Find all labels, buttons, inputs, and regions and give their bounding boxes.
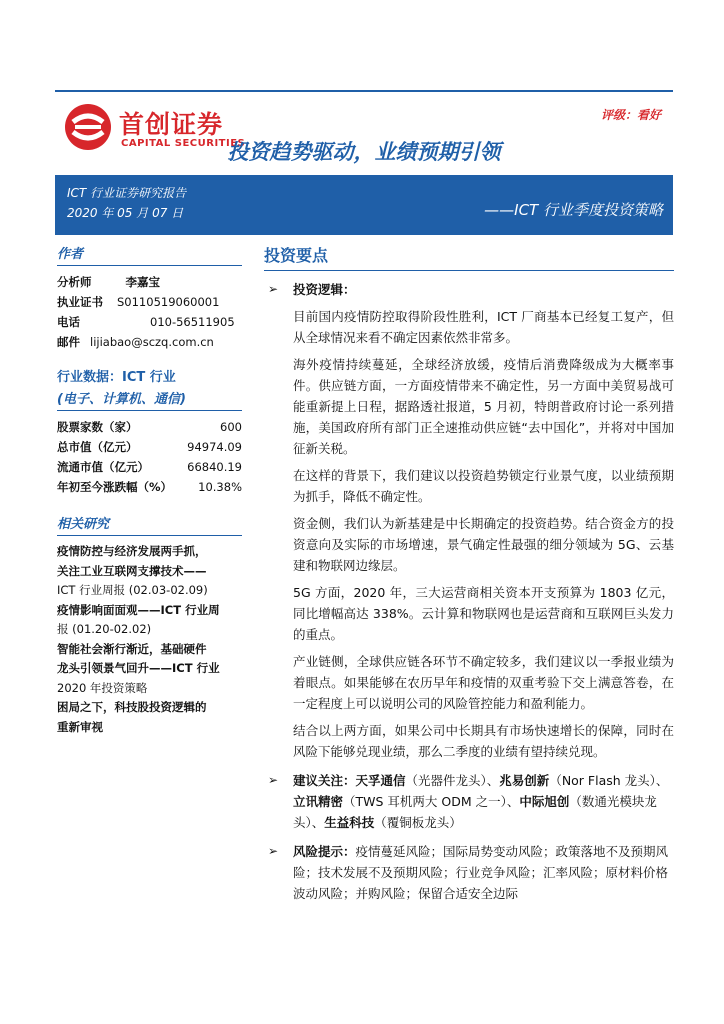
paragraph: 目前国内疫情防控取得阶段性胜利，ICT 厂商基本已经复工复产，但从全球情况来看不确定因素依然非常多。 [293,309,674,345]
industry-key: 股票家数（家） [57,420,138,434]
related-item[interactable]: 报 (01.20-02.02) [57,622,152,636]
paragraph: 结合以上两方面，如果公司中长期具有市场快速增长的保障，同时在风险下能够兑现业绩，那么二季度的业绩有望持续兑现。 [293,723,674,759]
related-item[interactable]: ICT 行业周报 (02.03-02.09) [57,583,208,597]
stock-2-note: （Nor Flash 龙头）、 [549,773,669,788]
risk-text: 疫情蔓延风险；国际局势变动风险；政策落地不及预期风险；技术发展不及预期风险；行业竞争风险；汇率风险；原材料价格波动风险；并购风险；保留合适安全边际 [293,844,669,901]
related-item[interactable]: 重新审视 [57,719,103,734]
license-value: S0110519060001 [117,295,220,309]
risk-label: 风险提示： [293,844,356,859]
key-points-head: 投资要点 [264,243,674,271]
paragraph: 海外疫情持续蔓延，全球经济放缓，疫情后消费降级成为大概率事件。供应链方面，一方面疫情带来不确定性，另一方面中美贸易战可能重新提上日程，据路透社报道，5 月初，特朗普政府讨论一系列措施，美国政府所有部门正全速推动供应链“去中国化”，并将对中国加征新关税。 [293,357,674,456]
paragraph: 产业链侧，全球供应链各环节不确定较多，我们建议以一季报业绩为着眼点。如果能够在农历早年和疫情的双重考验下交上满意答卷，在一定程度上可以说明公司的风险管控能力和盈利能力。 [293,654,674,711]
stock-1: 天孚通信 [355,773,406,788]
phone-value: 010-56511905 [150,315,235,329]
main-content [264,243,674,904]
stock-4-note: （数通光模块龙头）、 [293,794,657,830]
industry-head-line1: 行业数据：ICT 行业 [57,370,176,385]
bullet-arrow-icon: ➢ [268,282,279,296]
paragraph: 资金侧，我们认为新基建是中长期确定的投资趋势。结合资金方的投资意向及实际的市场增速，景气确定性最强的细分领域为 5G、云基建和物联网边缘层。 [293,516,674,573]
related-item[interactable]: 2020 年投资策略 [57,680,148,695]
stock-3-note: （TWS 耳机两大 ODM 之一）、 [343,794,520,809]
recommend-label: 建议关注： [293,773,356,788]
stock-4: 中际旭创 [519,794,570,809]
stock-1-note: （光器件龙头）、 [405,773,500,788]
author-value: 李嘉宝 [125,275,160,289]
recommend-bullet [264,770,674,833]
bullet-arrow-icon: ➢ [268,773,279,787]
industry-row [57,477,242,497]
industry-key: 流通市值（亿元） [57,460,149,474]
related-item[interactable]: 疫情影响面面观——ICT 行业周 [57,602,220,617]
logo-english-name: CAPITAL SECURITIES [121,138,246,149]
logic-label: 投资逻辑： [293,282,356,297]
phone-key: 电话 [57,315,80,329]
license-key: 执业证书 [57,295,103,309]
industry-key: 年初至今涨跌幅（%） [57,480,173,494]
related-item[interactable]: 智能社会渐行渐近，基础硬件 [57,641,207,656]
license-row [57,292,242,312]
report-banner [55,90,673,235]
stock-3: 立讯精密 [293,794,344,809]
report-type: ICT 行业证券研究报告 [67,186,187,200]
industry-value: 66840.19 [187,460,242,474]
report-date: 2020 年 05 月 07 日 [67,206,184,220]
stock-5-note: （覆铜板龙头） [374,815,462,830]
email-value: lijiabao@sczq.com.cn [90,335,214,349]
email-row [57,332,242,352]
paragraph: 在这样的背景下，我们建议以投资趋势锁定行业景气度，以业绩预期为抓手，降低不确定性。 [293,468,674,504]
industry-value: 10.38% [198,480,242,494]
author-key: 分析师 [57,275,92,289]
industry-row [57,457,242,477]
related-item[interactable]: 龙头引领景气回升——ICT 行业 [57,661,220,675]
banner-top [55,90,673,175]
logo-chinese-name: 首创证券 [119,110,224,139]
logic-bullet [264,279,674,300]
stock-5: 生益科技 [324,815,375,830]
industry-value: 94974.09 [187,440,242,454]
rating-label: 评级：看好 [600,108,661,122]
industry-value: 600 [220,420,242,434]
industry-head-line2: (电子、计算机、通信) [57,388,242,411]
sidebar [57,243,242,737]
report-title: 投资趋势驱动，业绩预期引领 [227,140,501,164]
related-item[interactable]: 疫情防控与经济发展两手抓， [57,544,207,558]
phone-row [57,312,242,332]
paragraph: 5G 方面，2020 年，三大运营商相关资本开支预算为 1803 亿元，同比增幅高达 338%。云计算和物联网也是运营商和互联网巨头发力的重点。 [293,585,674,642]
report-subtitle: ——ICT 行业季度投资策略 [484,201,663,219]
related-item[interactable]: 关注工业互联网支撑技术—— [57,563,207,578]
industry-row [57,437,242,457]
stock-2: 兆易创新 [499,773,550,788]
email-key: 邮件 [57,335,80,349]
author-section-head: 作者 [57,243,242,266]
bullet-arrow-icon: ➢ [268,844,279,858]
author-row [57,272,242,292]
related-research-head: 相关研究 [57,513,242,536]
industry-key: 总市值（亿元） [57,440,138,454]
related-item[interactable]: 困局之下，科技股投资逻辑的 [57,700,207,714]
risk-bullet [264,841,674,904]
industry-row [57,417,242,437]
